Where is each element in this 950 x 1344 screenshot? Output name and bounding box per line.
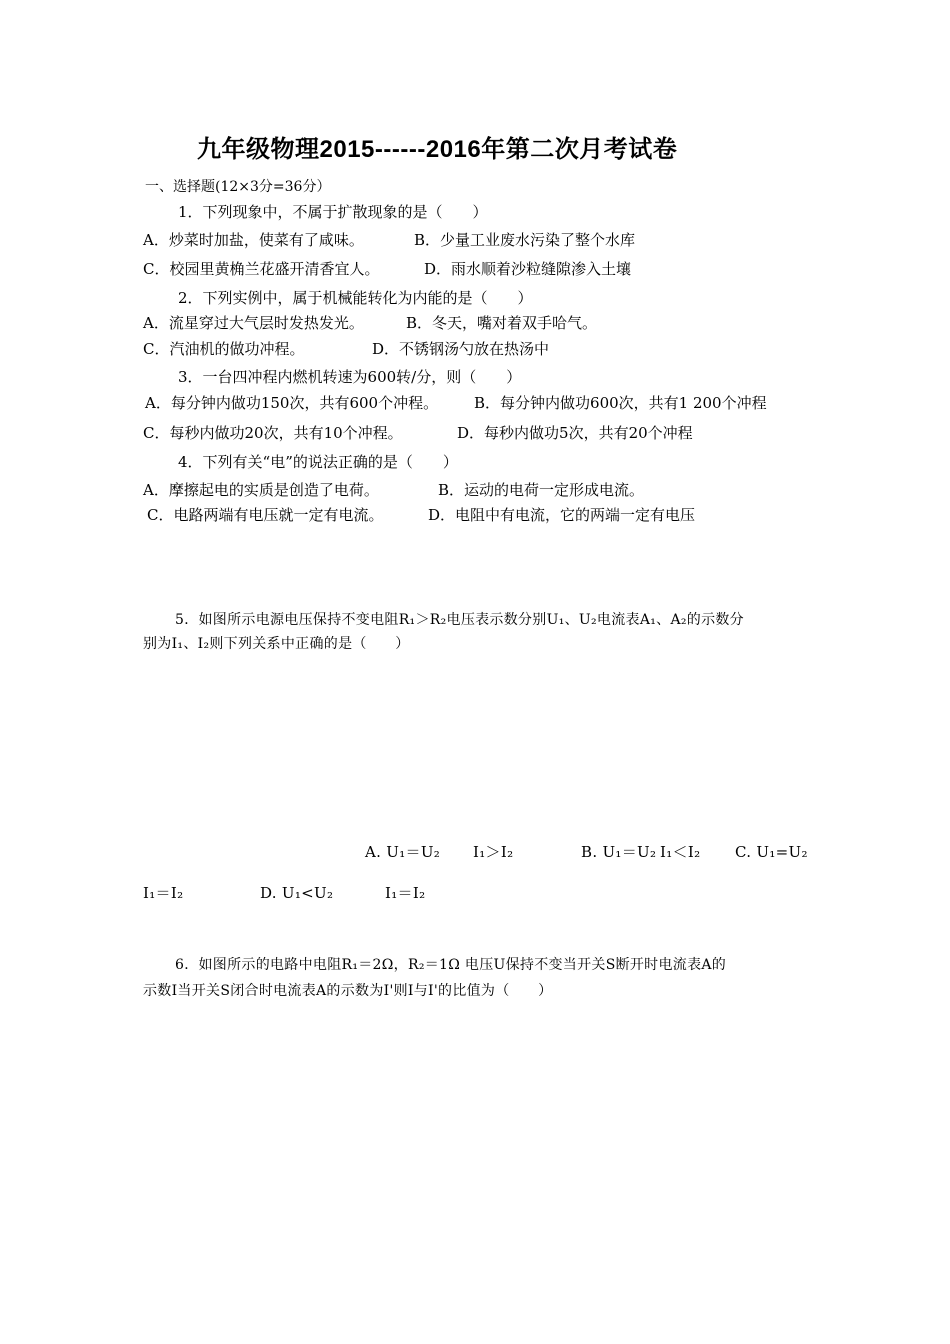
question-5-option-d-voltage: D. U₁<U₂ <box>260 884 334 902</box>
question-4-option-b: B．运动的电荷一定形成电流。 <box>438 481 645 499</box>
question-3-option-b: B．每分钟内做功600次，共有1 200个冲程 <box>474 394 767 412</box>
question-4-stem: 4．下列有关“电”的说法正确的是（ ） <box>178 453 458 471</box>
question-4-option-d: D．电阻中有电流，它的两端一定有电压 <box>428 506 696 524</box>
question-3-stem: 3．一台四冲程内燃机转速为600转/分，则（ ） <box>178 368 522 386</box>
question-6-stem-line1: 6．如图所示的电路中电阻R₁＝2Ω，R₂＝1Ω 电压U保持不变当开关S断开时电流表A的 <box>175 957 727 973</box>
question-3-option-a: A．每分钟内做功150次，共有600个冲程。 <box>145 394 439 412</box>
question-5-stem-line2: 别为I₁、I₂则下列关系中正确的是（ ） <box>143 636 410 652</box>
page-title: 九年级物理2015------2016年第二次月考试卷 <box>197 136 678 163</box>
question-4-option-c: C．电路两端有电压就一定有电流。 <box>147 506 384 524</box>
question-5-option-b-voltage: B. U₁＝U₂ <box>581 843 657 861</box>
question-2-option-a: A．流星穿过大气层时发热发光。 <box>143 314 364 332</box>
question-5-option-d-current: I₁＝I₂ <box>385 884 426 902</box>
section-heading: 一、选择题(12×3分=36分） <box>145 179 331 195</box>
question-3-option-d: D．每秒内做功5次，共有20个冲程 <box>457 424 693 442</box>
question-1-option-a: A．炒菜时加盐，使菜有了咸味。 <box>143 231 364 249</box>
question-3-option-c: C．每秒内做功20次，共有10个冲程。 <box>143 424 403 442</box>
question-1-option-d: D．雨水顺着沙粒缝隙渗入土壤 <box>424 260 632 278</box>
question-1-option-c: C．校园里黄桷兰花盛开清香宜人。 <box>143 260 380 278</box>
question-2-option-c: C．汽油机的做功冲程。 <box>143 340 305 358</box>
question-2-option-b: B．冬天，嘴对着双手哈气。 <box>406 314 598 332</box>
question-1-stem: 1．下列现象中，不属于扩散现象的是（ ） <box>178 203 488 221</box>
question-2-option-d: D．不锈钢汤勺放在热汤中 <box>372 340 550 358</box>
question-1-option-b: B．少量工业废水污染了整个水库 <box>414 231 636 249</box>
question-5-option-b-current: I₁＜I₂ <box>660 843 701 861</box>
question-2-stem: 2．下列实例中，属于机械能转化为内能的是（ ） <box>178 289 533 307</box>
question-5-option-a-voltage: A. U₁＝U₂ <box>365 843 441 861</box>
question-5-option-c-voltage: C. U₁=U₂ <box>735 843 808 861</box>
question-5-option-c-current: I₁＝I₂ <box>143 884 184 902</box>
question-6-stem-line2: 示数I当开关S闭合时电流表A的示数为I'则I与I'的比值为（ ） <box>143 983 553 999</box>
question-5-option-a-current: I₁＞I₂ <box>473 843 514 861</box>
question-4-option-a: A．摩擦起电的实质是创造了电荷。 <box>143 481 379 499</box>
question-5-stem-line1: 5．如图所示电源电压保持不变电阻R₁＞R₂电压表示数分别U₁、U₂电流表A₁、A₂的示数分 <box>175 612 744 628</box>
